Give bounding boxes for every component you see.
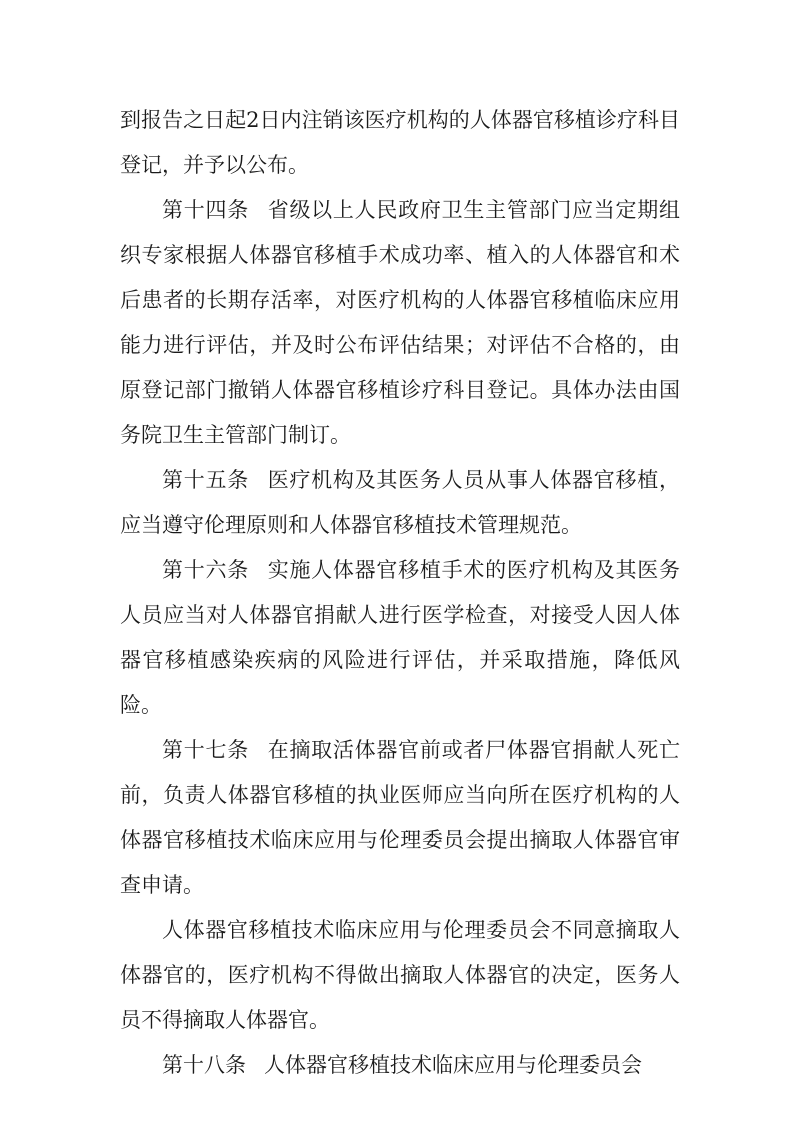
article-heading: 第十四条 bbox=[162, 198, 249, 222]
article-heading: 第十五条 bbox=[162, 468, 249, 492]
document-page bbox=[120, 98, 680, 1088]
article-text: 医疗机构及其医务人员从事人体器官移植，应当遵守伦理原则和人体器官移植技术管理规范。 bbox=[120, 468, 681, 537]
article-14 bbox=[120, 188, 680, 458]
article-17-clause-2 bbox=[120, 908, 680, 1043]
article-heading: 第十八条 bbox=[162, 1053, 246, 1077]
article-15 bbox=[120, 458, 680, 548]
article-heading: 第十六条 bbox=[162, 558, 249, 582]
paragraph-text: 到报告之日起2日内注销该医疗机构的人体器官移植诊疗科目登记，并予以公布。 bbox=[120, 108, 680, 177]
article-heading: 第十七条 bbox=[162, 738, 249, 762]
article-text: 在摘取活体器官前或者尸体器官捐献人死亡前，负责人体器官移植的执业医师应当向所在医疗机构的人体器官移植技术临床应用与伦理委员会提出摘取人体器官审查申请。 bbox=[120, 738, 681, 897]
paragraph-continuation bbox=[120, 98, 680, 188]
article-17 bbox=[120, 728, 680, 908]
paragraph-text: 人体器官移植技术临床应用与伦理委员会不同意摘取人体器官的，医疗机构不得做出摘取人体器官的决定，医务人员不得摘取人体器官。 bbox=[120, 918, 680, 1032]
article-text: 实施人体器官移植手术的医疗机构及其医务人员应当对人体器官捐献人进行医学检查，对接受人因人体器官移植感染疾病的风险进行评估，并采取措施，降低风险。 bbox=[120, 558, 681, 717]
article-text: 省级以上人民政府卫生主管部门应当定期组织专家根据人体器官移植手术成功率、植入的人体器官和术后患者的长期存活率，对医疗机构的人体器官移植临床应用能力进行评估，并及时公布评估结果；对评估不合格的，由原登记部门撤销人体器官移植诊疗科目登记。具体办法由国务院卫生主管部门制订。 bbox=[120, 198, 681, 447]
article-text: 人体器官移植技术临床应用与伦理委员会 bbox=[264, 1053, 642, 1077]
article-18 bbox=[120, 1043, 680, 1088]
article-16 bbox=[120, 548, 680, 728]
